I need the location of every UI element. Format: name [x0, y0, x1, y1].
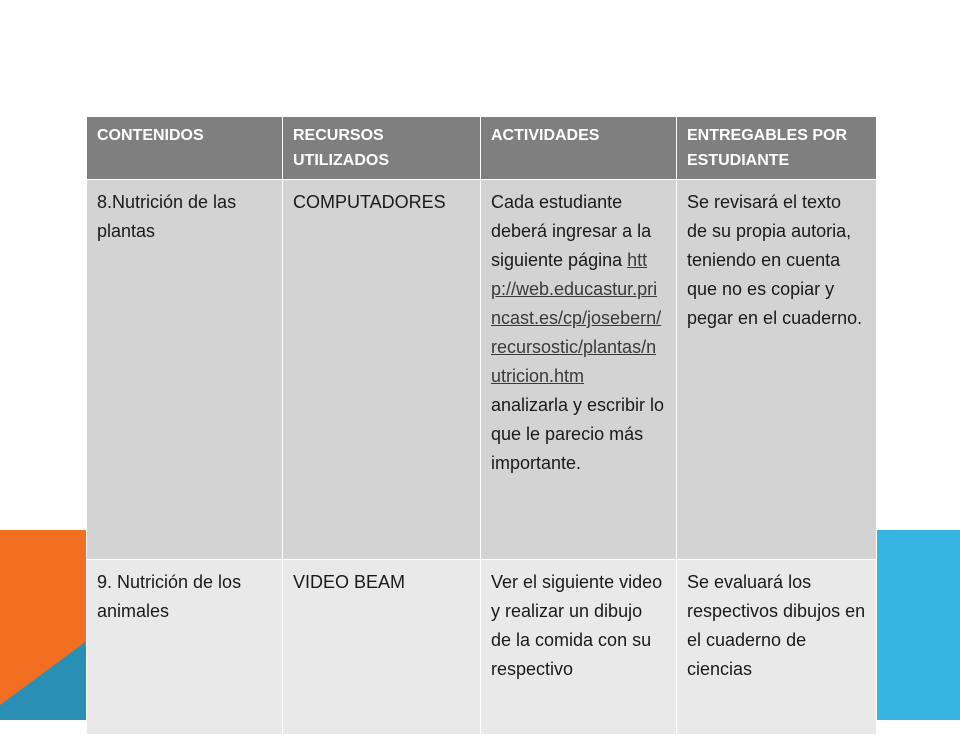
cell-entregable: Se evaluará los respectivos dibujos en el cuaderno de ciencias [677, 560, 877, 735]
decorative-blue-block [876, 530, 960, 720]
activities-table [86, 116, 877, 735]
actividad-intro: Ver el siguiente video y realizar un dibujo de la comida con su respectivo [491, 572, 663, 679]
table-row [87, 180, 877, 560]
plantas-nutricion-link[interactable]: http://web.educastur.princast.es/cp/josebern/recursostic/plantas/nutricion.htm [491, 250, 662, 386]
actividad-intro: Cada estudiante deberá ingresar a la siguiente página [491, 192, 652, 270]
header-entregables: ENTREGABLES POR ESTUDIANTE [677, 117, 877, 180]
cell-actividad [481, 180, 677, 560]
cell-actividad [481, 560, 677, 735]
cell-recursos: VIDEO BEAM [283, 560, 481, 735]
cell-contenido: 9. Nutrición de los animales [87, 560, 283, 735]
cell-entregable: Se revisará el texto de su propia autoria, teniendo en cuenta que no es copiar y pegar en el cuaderno. [677, 180, 877, 560]
header-contenidos: CONTENIDOS [87, 117, 283, 180]
table-header-row [87, 117, 877, 180]
table-row [87, 560, 877, 735]
actividad-outro: analizarla y escribir lo que le parecio más importante. [491, 395, 665, 473]
header-actividades: ACTIVIDADES [481, 117, 677, 180]
header-recursos: RECURSOS UTILIZADOS [283, 117, 481, 180]
cell-recursos: COMPUTADORES [283, 180, 481, 560]
cell-contenido: 8.Nutrición de las plantas [87, 180, 283, 560]
